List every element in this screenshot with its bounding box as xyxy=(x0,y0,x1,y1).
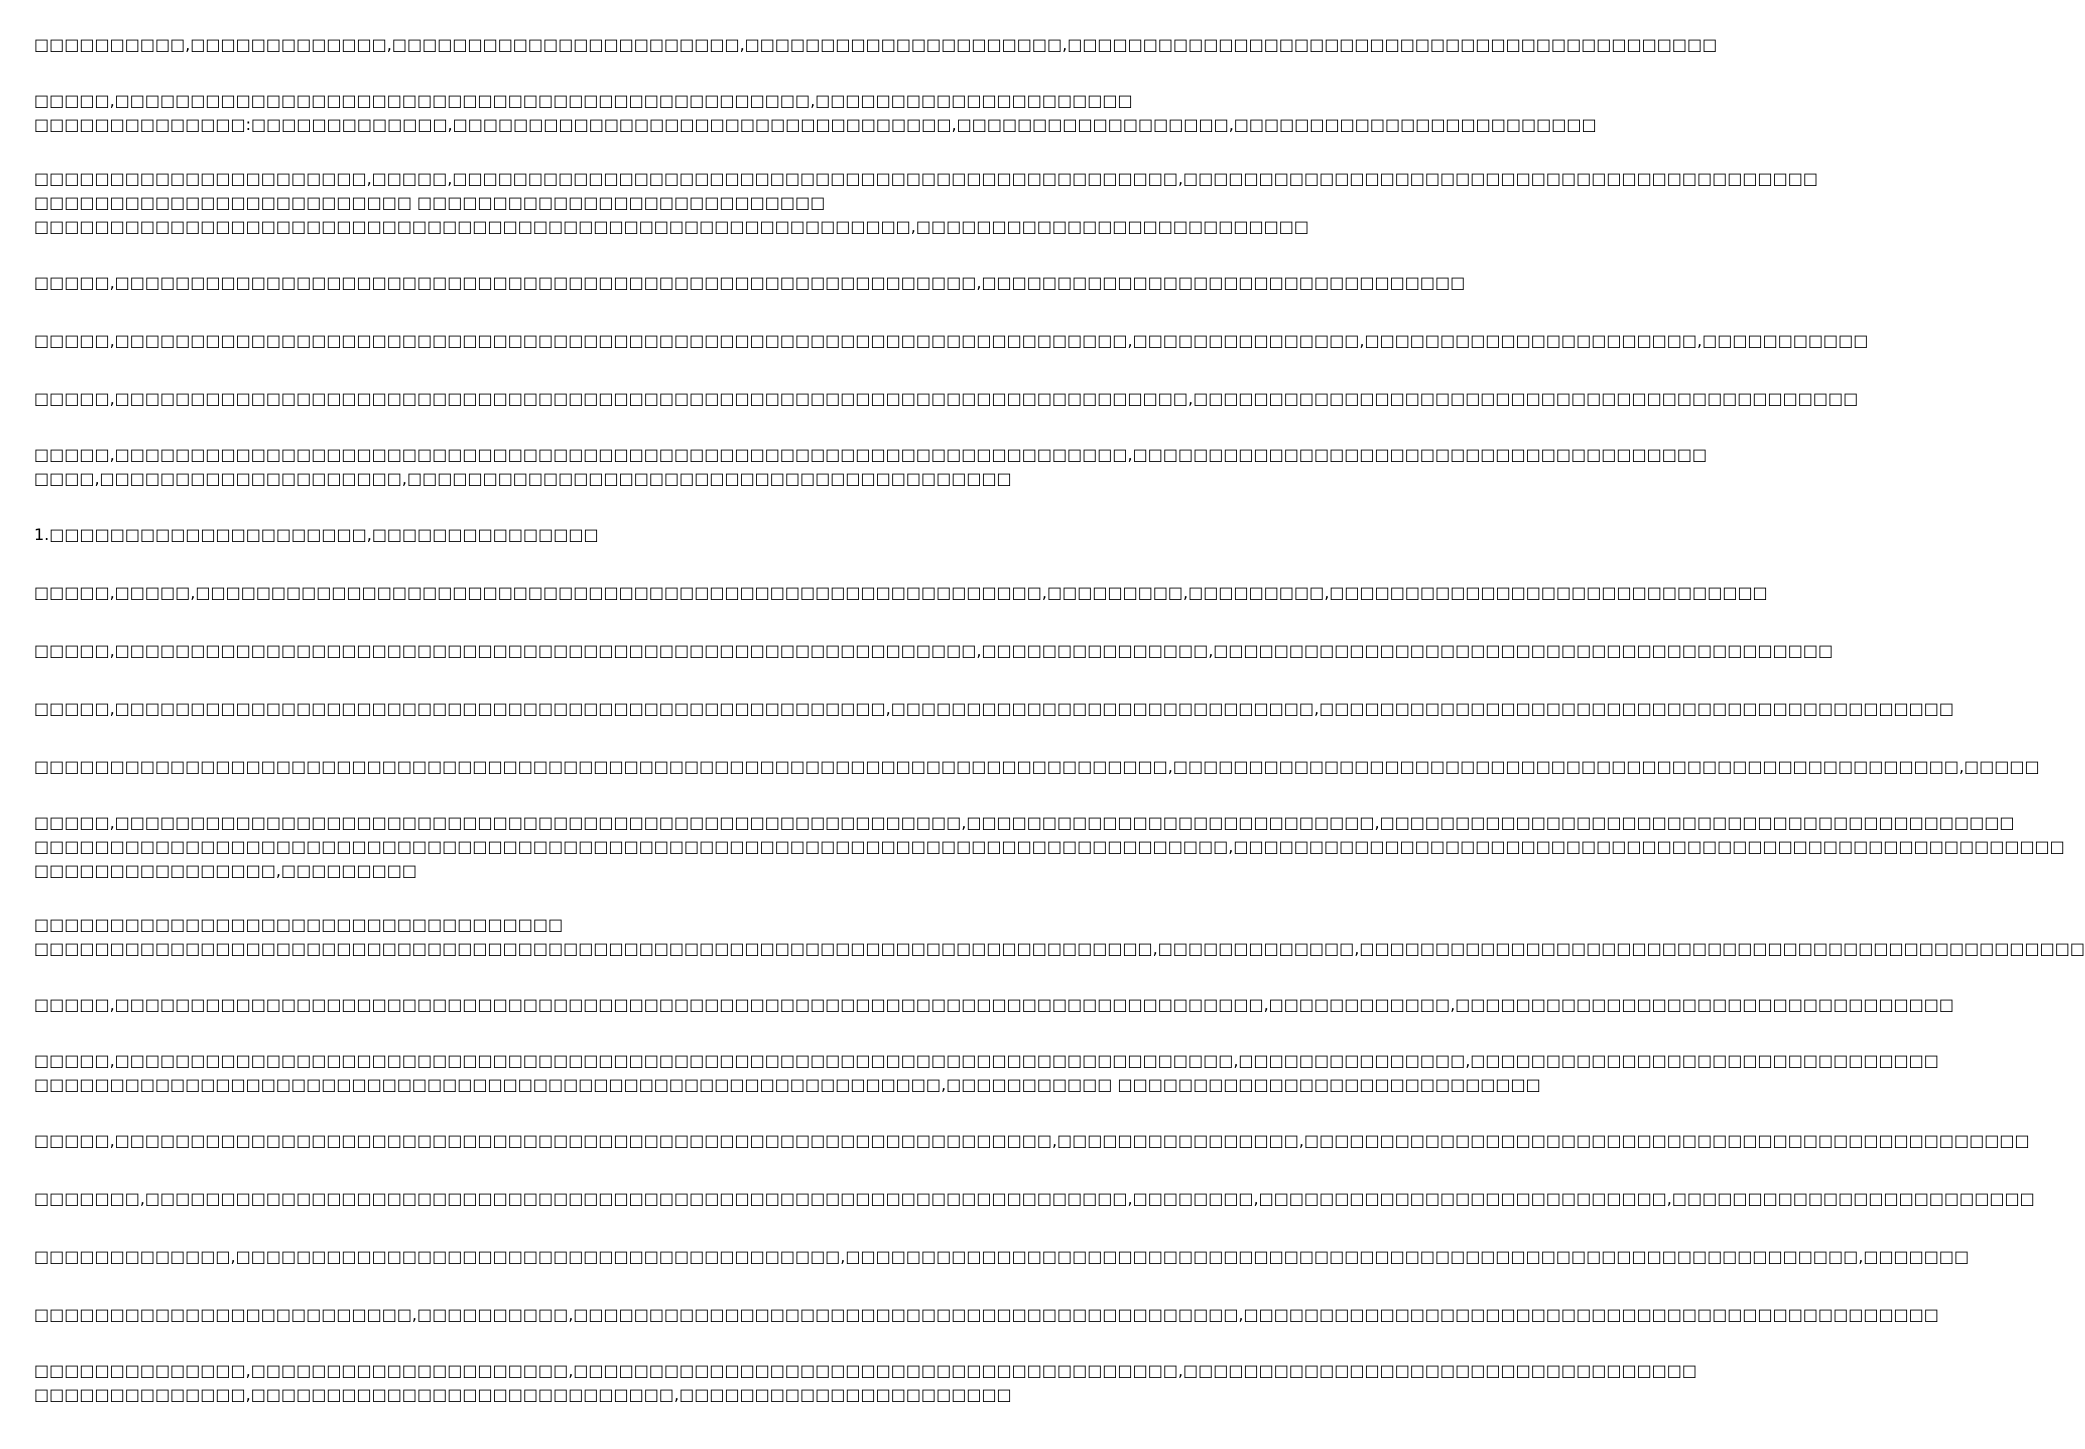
paragraph xyxy=(34,89,1597,137)
text-line: □□□□□,□□□□□□□□□□□□□□□□□□□□□□□□□□□□□□□□□□□□□□□□□□□□□□□□□□□□□□□□,□□□□□□□□□□□□□□□□□□□□□□□□□□□,□□□□□□□□□□□□□□□□□□□□□□□□□□□□□□□□□□□□□□□□□□ xyxy=(34,813,2015,832)
text-line: □□□□□,□□□□□□□□□□□□□□□□□□□□□□□□□□□□□□□□□□□□□□□□□□□□□□,□□□□□□□□□□□□□□□□□□□□□ xyxy=(34,91,1133,110)
text-line: □□□□□□□□□□□□□,□□□□□□□□□□□□□□□□□□□□□□□□□□□□□□□□□□□□□□□□,□□□□□□□□□□□□□□□□□□□□□□□□□□□□□□□□□□□□□□□□□□□□□□□□□□□□□□□□□□□□□□□□□□□,□□□□□□□ xyxy=(34,1247,1970,1266)
paragraph xyxy=(34,1243,1970,1271)
text-line: □□□□□□□□□□,□□□□□□□□□□□□□,□□□□□□□□□□□□□□□□□□□□□□□,□□□□□□□□□□□□□□□□□□□□□,□□□□□□□□□□□□□□□□□□□□□□□□□□□□□□□□□□□□□□□□□□□ xyxy=(34,35,1718,54)
paragraph xyxy=(34,811,2065,883)
text-line: □□□□□,□□□□□□□□□□□□□□□□□□□□□□□□□□□□□□□□□□□□□□□□□□□□□□□□□□□,□□□□□□□□□□□□□□□□□□□□□□□□□□□□,□□□□□□□□□□□□□□□□□□□□□□□□□□□□□□□□□□□□□□□□□□ xyxy=(34,699,1955,718)
text-line: □□□□□□□□□□□□□□,□□□□□□□□□□□□□□□□□□□□□,□□□□□□□□□□□□□□□□□□□□□□□□□□□□□□□□□□□□□□□□,□□□□□□□□□□□□□□□□□□□□□□□□□□□□□□□□□□ xyxy=(34,1361,1698,1380)
paragraph xyxy=(34,385,1859,413)
paragraph xyxy=(34,1301,1939,1329)
paragraph xyxy=(34,1185,2035,1213)
text-line: □□□□,□□□□□□□□□□□□□□□□□□□□,□□□□□□□□□□□□□□□□□□□□□□□□□□□□□□□□□□□□□□□□ xyxy=(34,469,1012,488)
text-line: □□□□□,□□□□□,□□□□□□□□□□□□□□□□□□□□□□□□□□□□□□□□□□□□□□□□□□□□□□□□□□□□□□□□,□□□□□□□□□,□□□□□□□□□,□□□□□□□□□□□□□□□□□□□□□□□□□□□□□ xyxy=(34,583,1768,602)
text-line: □□□□□,□□□□□□□□□□□□□□□□□□□□□□□□□□□□□□□□□□□□□□□□□□□□□□□□□□□□□□□□□□□□□□□□□□□□□□□□□□□□,□□□□□□□□□□□□,□□□□□□□□□□□□□□□□□□□□□□□□□□□□□□□□□ xyxy=(34,995,1955,1014)
text-line: □□□□□,□□□□□□□□□□□□□□□□□□□□□□□□□□□□□□□□□□□□□□□□□□□□□□□□□□□□□□□□□,□□□□□□□□□□□□□□□,□□□□□□□□□□□□□□□□□□□□□□□□□□□□□□□□□□□□□□□□□ xyxy=(34,641,1834,660)
text-line: □□□□□□□□□□□□□□:□□□□□□□□□□□□□,□□□□□□□□□□□□□□□□□□□□□□□□□□□□□□□□□,□□□□□□□□□□□□□□□□□□,□□□□□□□□□□□□□□□□□□□□□□□□ xyxy=(34,115,1597,134)
text-line: □□□□□□□□□□□□□□□□□□□□□□,□□□□□,□□□□□□□□□□□□□□□□□□□□□□□□□□□□□□□□□□□□□□□□□□□□□□□□,□□□□□□□□□□□□□□□□□□□□□□□□□□□□□□□□□□□□□□□□□□ xyxy=(34,169,1818,188)
paragraph xyxy=(34,913,2085,961)
paragraph xyxy=(34,521,990,549)
text-line: □□□□□□□□□□□□□□□□□□□□□□□□□□□□□□□□□□□□□□□□□□□□□□□□□□□□□□□□□□□□,□□□□□□□□□□□ □□□□□□□□□□□□□□□□□□□□□□□□□□□□ xyxy=(34,1075,1541,1094)
text-line: □□□□□□□□□□□□□□□□□□□□□□□□□ □□□□□□□□□□□□□□□□□□□□□□□□□□□ xyxy=(34,193,826,212)
text-line: □□□□□□□□□□□□□□□□,□□□□□□□□□ xyxy=(34,861,418,880)
paragraph xyxy=(34,753,2040,781)
paragraph xyxy=(34,695,1955,723)
paragraph xyxy=(34,991,1955,1019)
text-line: □□□□□,□□□□□□□□□□□□□□□□□□□□□□□□□□□□□□□□□□□□□□□□□□□□□□□□□□□□□□□□□,□□□□□□□□□□□□□□□□□□□□□□□□□□□□□□□□ xyxy=(34,273,1466,292)
paragraph xyxy=(34,1049,1939,1097)
text-line: □□□□□,□□□□□□□□□□□□□□□□□□□□□□□□□□□□□□□□□□□□□□□□□□□□□□□□□□□□□□□□□□□□□□,□□□□□□□□□□□□□□□□,□□□□□□□□□□□□□□□□□□□□□□□□□□□□□□□□□□□□□□□□□□□□□□□□ xyxy=(34,1131,2030,1150)
text-line: □□□□□□□□□□□□□□□□□□□□□□□□□□□□□□□□□□□□□□□□□□□□□□□□□□□□□□□□□□,□□□□□□□□□□□□□□□□□□□□□□□□□□ xyxy=(34,217,1309,236)
text-line: □□□□□□□□□□□□□□□□□□□□□□□□□□□□□□□□□□□□□□□□□□□□□□□□□□□□□□□□□□□□□□□□□□□□□□□□□□□,□□□□□□□□□□□□□□□□□□□□□□□□□□□□□□□□□□□□□□□□□□□□□□□□□□□□,□□□□□ xyxy=(34,757,2040,776)
text-line: □□□□□□□,□□□□□□□□□□□□□□□□□□□□□□□□□□□□□□□□□□□□□□□□□□□□□□□□□□□□□□□□□□□□□□□□□,□□□□□□□□,□□□□□□□□□□□□□□□□□□□□□□□□□□□,□□□□□□□□□□□□□□□□□□□□□□□□ xyxy=(34,1189,2035,1208)
text-line: □□□□□□□□□□□□□□□□□□□□□□□□□□□□□□□□□□□□□□□□□□□□□□□□□□□□□□□□□□□□□□□□□□□□□□□□□□,□□□□□□□□□□□□□,□□□□□□□□□□□□□□□□□□□□□□□□□□□□□□□□□□□□□□□□□□□□□□□□ xyxy=(34,939,2085,958)
paragraph xyxy=(34,269,1466,297)
text-line: □□□□□□□□□□□□□□□□□□□□□□□□□□□□□□□□□□□ xyxy=(34,915,564,934)
text-line: □□□□□,□□□□□□□□□□□□□□□□□□□□□□□□□□□□□□□□□□□□□□□□□□□□□□□□□□□□□□□□□□□□□□□□□□□□□□□□□□,□□□□□□□□□□□□□□□,□□□□□□□□□□□□□□□□□□□□□□□□□□□□□□□ xyxy=(34,1051,1939,1070)
text-line: □□□□□□□□□□□□□□□□□□□□□□□□□,□□□□□□□□□□,□□□□□□□□□□□□□□□□□□□□□□□□□□□□□□□□□□□□□□□□□□□□,□□□□□□□□□□□□□□□□□□□□□□□□□□□□□□□□□□□□□□□□□□□□□□ xyxy=(34,1305,1939,1324)
paragraph xyxy=(34,1359,1698,1407)
paragraph xyxy=(34,31,1718,59)
text-line: □□□□□,□□□□□□□□□□□□□□□□□□□□□□□□□□□□□□□□□□□□□□□□□□□□□□□□□□□□□□□□□□□□□□□□□□□□□□□,□□□□□□□□□□□□□□□□□□□□□□□□□□□□□□□□□□□□□□□□□□□□ xyxy=(34,389,1859,408)
text-line: □□□□□□□□□□□□□□□□□□□□□□□□□□□□□□□□□□□□□□□□□□□□□□□□□□□□□□□□□□□□□□□□□□□□□□□□□□□□□□□,□□□□□□□□□□□□□□□□□□□□□□□□□□□□□□□□□□□□□□□□□□□□□□□□□□□□□□□ xyxy=(34,837,2065,856)
text-line: 1.□□□□□□□□□□□□□□□□□□□□□,□□□□□□□□□□□□□□□ xyxy=(34,525,599,544)
paragraph xyxy=(34,443,1708,491)
document-body xyxy=(34,31,2085,1437)
text-line: □□□□□,□□□□□□□□□□□□□□□□□□□□□□□□□□□□□□□□□□□□□□□□□□□□□□□□□□□□□□□□□□□□□□□□□□□,□□□□□□□□□□□□□□□□□□□□□□□□□□□□□□□□□□□□□□ xyxy=(34,445,1708,464)
text-line: □□□□□□□□□□□□□□,□□□□□□□□□□□□□□□□□□□□□□□□□□□□,□□□□□□□□□□□□□□□□□□□□□□ xyxy=(34,1385,1012,1404)
paragraph xyxy=(34,167,1818,239)
paragraph xyxy=(34,1127,2030,1155)
text-line: □□□□□,□□□□□□□□□□□□□□□□□□□□□□□□□□□□□□□□□□□□□□□□□□□□□□□□□□□□□□□□□□□□□□□□□□□,□□□□□□□□□□□□□□□,□□□□□□□□□□□□□□□□□□□□□□,□□□□□□□□□□□ xyxy=(34,331,1869,350)
paragraph xyxy=(34,327,1869,355)
paragraph xyxy=(34,579,1768,607)
paragraph xyxy=(34,637,1834,665)
